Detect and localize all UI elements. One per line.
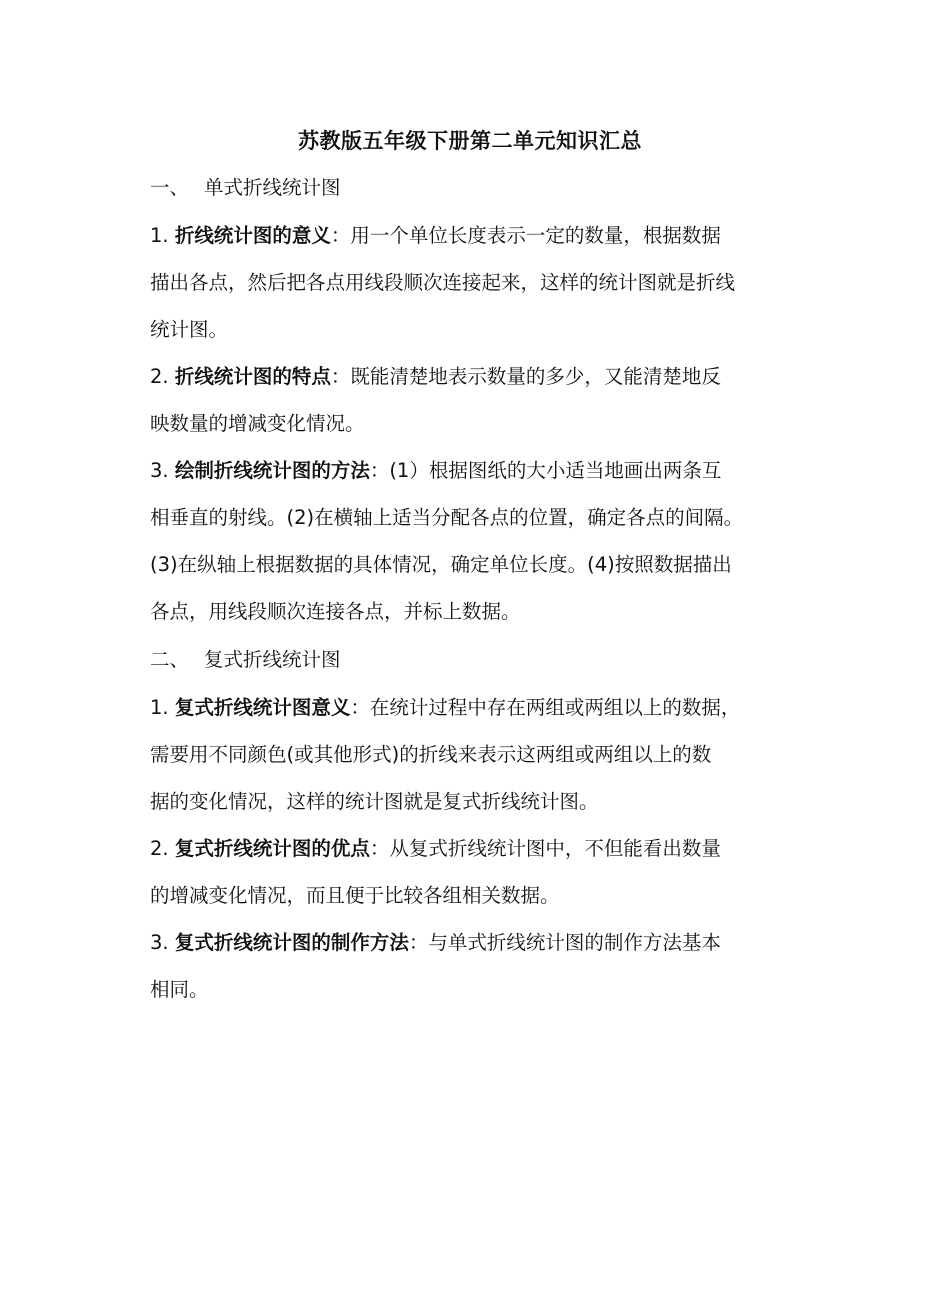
text-line: 统计图。	[150, 318, 229, 341]
paragraph-1-2	[150, 353, 790, 447]
item-index: 3.	[150, 931, 169, 954]
item-term: 复式折线统计图意义	[174, 696, 351, 719]
item-index: 1.	[150, 696, 169, 719]
section-heading-2	[150, 645, 341, 675]
paragraph-2-1	[150, 684, 790, 825]
item-term: 折线统计图的特点	[174, 365, 331, 388]
item-term: 折线统计图的意义	[174, 224, 331, 247]
text-line: 相垂直的射线。(2)在横轴上适当分配各点的位置，确定各点的间隔。	[150, 506, 744, 529]
section-number: 一、	[150, 176, 190, 199]
text-line: ：从复式折线统计图中，不但能看出数量	[369, 837, 721, 860]
text-line: 的增减变化情况，而且便于比较各组相关数据。	[150, 884, 560, 907]
text-line: ：用一个单位长度表示一定的数量，根据数据	[330, 224, 721, 247]
text-line: 各点，用线段顺次连接各点，并标上数据。	[150, 600, 521, 623]
item-index: 2.	[150, 365, 169, 388]
text-line: 描出各点，然后把各点用线段顺次连接起来，这样的统计图就是折线	[150, 271, 736, 294]
item-term: 复式折线统计图的制作方法	[174, 931, 409, 954]
text-line: (3)在纵轴上根据数据的具体情况，确定单位长度。(4)按照数据描出	[150, 553, 732, 576]
item-term: 绘制折线统计图的方法	[174, 459, 370, 482]
item-index: 2.	[150, 837, 169, 860]
text-line: 据的变化情况，这样的统计图就是复式折线统计图。	[150, 790, 599, 813]
item-index: 3.	[150, 459, 169, 482]
section-heading-1	[150, 173, 341, 203]
text-line: ：在统计过程中存在两组或两组以上的数据，	[350, 696, 741, 719]
paragraph-1-3	[150, 447, 790, 635]
paragraph-1-1	[150, 212, 790, 353]
paragraph-2-2	[150, 825, 790, 919]
section-number: 二、	[150, 648, 190, 671]
text-line: 相同。	[150, 978, 209, 1001]
text-line: 需要用不同颜色(或其他形式)的折线来表示这两组或两组以上的数	[150, 743, 712, 766]
text-line: 映数量的增减变化情况。	[150, 412, 365, 435]
paragraph-2-3	[150, 919, 790, 1013]
section-title: 复式折线统计图	[204, 648, 341, 671]
text-line: ：与单式折线统计图的制作方法基本	[408, 931, 721, 954]
item-index: 1.	[150, 224, 169, 247]
document-title: 苏教版五年级下册第二单元知识汇总	[298, 129, 642, 153]
section-title: 单式折线统计图	[204, 176, 341, 199]
text-line: ：(1）根据图纸的大小适当地画出两条互	[369, 459, 722, 482]
text-line: ：既能清楚地表示数量的多少，又能清楚地反	[330, 365, 721, 388]
item-term: 复式折线统计图的优点	[174, 837, 370, 860]
